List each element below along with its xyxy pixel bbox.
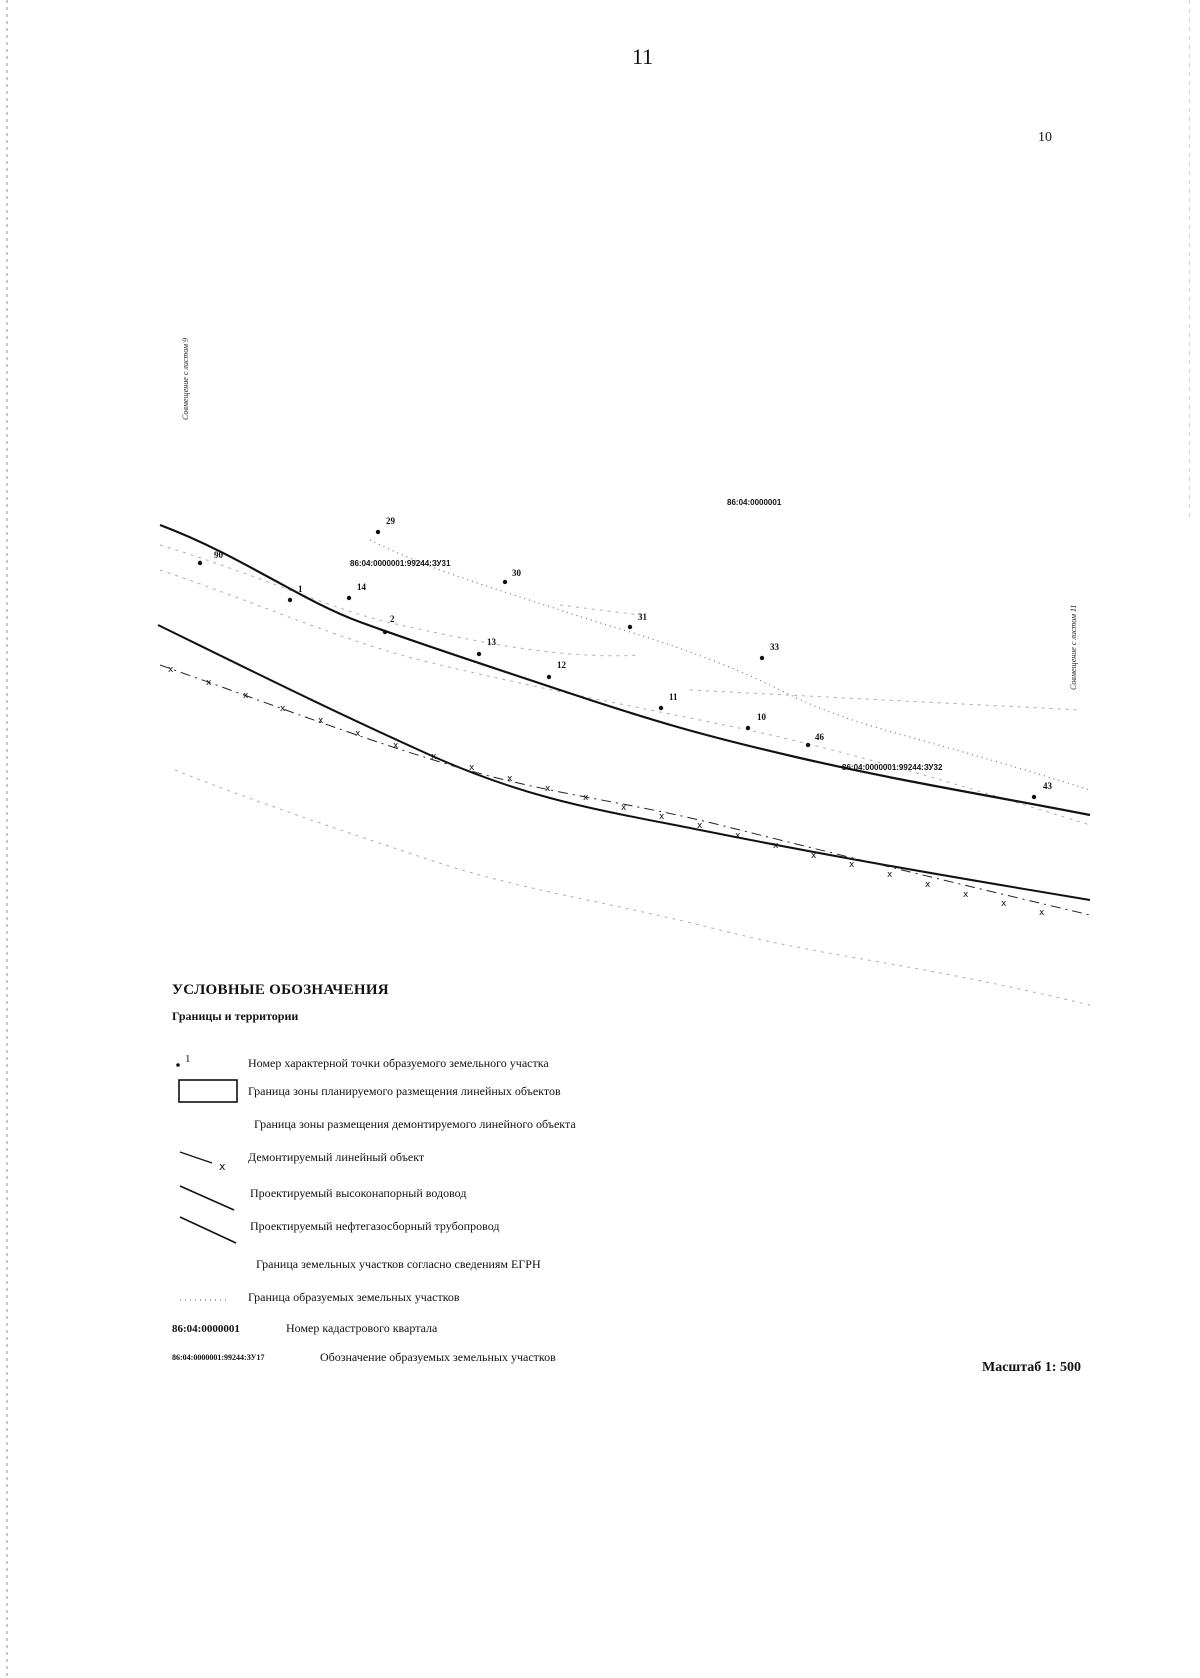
legend-zone-rect-symbol bbox=[179, 1080, 237, 1102]
svg-text:x: x bbox=[469, 763, 475, 773]
egrn-boundaries bbox=[160, 545, 1090, 1005]
point-label: 11 bbox=[669, 692, 678, 702]
svg-text:x: x bbox=[318, 716, 324, 726]
legend-item-dismantled-text: Демонтируемый линейный объект bbox=[248, 1150, 425, 1164]
point-10-marker bbox=[746, 726, 750, 730]
svg-text:x: x bbox=[393, 741, 399, 751]
svg-text:x: x bbox=[1001, 899, 1007, 909]
svg-text:x: x bbox=[659, 812, 665, 822]
legend-water-line-symbol bbox=[180, 1186, 234, 1210]
legend-item-oil-text: Проектируемый нефтегазосборный трубопровод bbox=[250, 1219, 500, 1233]
point-30-marker bbox=[503, 580, 507, 584]
parcel-label-zu32: 86:04:0000001:99244:ЗУ32 bbox=[842, 763, 943, 772]
legend-item-water-text: Проектируемый высоконапорный водовод bbox=[250, 1186, 467, 1200]
legend-title: УСЛОВНЫЕ ОБОЗНАЧЕНИЯ bbox=[172, 982, 389, 998]
legend-item-quarter-text: Номер кадастрового квартала bbox=[286, 1321, 438, 1335]
legend-item-point-text: Номер характерной точки образуемого земельного участка bbox=[248, 1056, 549, 1070]
svg-text:x: x bbox=[431, 752, 437, 762]
point-1-marker bbox=[288, 598, 292, 602]
point-43-marker bbox=[1032, 795, 1036, 799]
svg-text:x: x bbox=[583, 793, 589, 803]
point-13-marker bbox=[477, 652, 481, 656]
point-label: 31 bbox=[638, 612, 647, 622]
point-29-marker bbox=[376, 530, 380, 534]
point-12-marker bbox=[547, 675, 551, 679]
cadastral-quarter-label: 86:04:0000001 bbox=[727, 498, 782, 507]
point-33-marker bbox=[760, 656, 764, 660]
legend-subtitle: Границы и территории bbox=[172, 1009, 299, 1023]
point-2-marker bbox=[383, 630, 387, 634]
svg-text:x: x bbox=[243, 691, 249, 701]
legend-item-zone-text: Граница зоны планируемого размещения линейных объектов bbox=[248, 1084, 561, 1098]
point-label: 12 bbox=[557, 660, 566, 670]
characteristic-points bbox=[198, 530, 1036, 799]
legend-parcel-code: 86:04:0000001:99244:ЗУ17 bbox=[172, 1353, 265, 1362]
legend-item-egrn-text: Граница земельных участков согласно сведениям ЕГРН bbox=[256, 1257, 541, 1271]
svg-text:x: x bbox=[280, 704, 286, 714]
point-11-marker bbox=[659, 706, 663, 710]
dismantled-linear-object bbox=[160, 665, 1090, 915]
legend-item-parcel-code-text: Обозначение образуемых земельных участков bbox=[320, 1350, 556, 1364]
point-label: 1 bbox=[298, 584, 303, 594]
legend-x-symbol: x bbox=[219, 1160, 226, 1173]
svg-text:x: x bbox=[1039, 908, 1045, 918]
svg-text:x: x bbox=[697, 821, 703, 831]
svg-text:x: x bbox=[963, 890, 969, 900]
planned-oil-gas-pipeline bbox=[160, 525, 1090, 815]
svg-text:x: x bbox=[355, 729, 361, 739]
svg-text:x: x bbox=[773, 841, 779, 851]
legend-point-symbol-label: 1 bbox=[185, 1053, 191, 1065]
legend-x-line-symbol bbox=[180, 1152, 212, 1163]
page-number: 11 bbox=[632, 44, 654, 69]
point-label: 46 bbox=[815, 732, 824, 742]
legend-oil-line-symbol bbox=[180, 1217, 236, 1243]
point-31-marker bbox=[628, 625, 632, 629]
svg-text:x: x bbox=[735, 831, 741, 841]
adjacent-sheet-number: 10 bbox=[1038, 130, 1052, 145]
point-90-marker bbox=[198, 561, 202, 565]
svg-text:x: x bbox=[507, 774, 513, 784]
svg-text:x: x bbox=[621, 803, 627, 813]
legend-item-parcel-boundary-text: Граница образуемых земельных участков bbox=[248, 1290, 460, 1304]
svg-text:x: x bbox=[887, 870, 893, 880]
svg-text:x: x bbox=[545, 784, 551, 794]
point-label: 43 bbox=[1043, 781, 1052, 791]
map-scale: Масштаб 1: 500 bbox=[982, 1360, 1081, 1375]
point-label: 10 bbox=[757, 712, 766, 722]
legend-point-symbol bbox=[176, 1063, 180, 1067]
parcel-boundary bbox=[370, 540, 1090, 790]
svg-text:x: x bbox=[925, 880, 931, 890]
point-label: 33 bbox=[770, 642, 779, 652]
svg-text:x: x bbox=[206, 678, 212, 688]
dismantled-x-markers bbox=[168, 665, 1045, 918]
point-label: 90 bbox=[214, 550, 223, 560]
planned-water-pipeline bbox=[158, 625, 1090, 900]
parcel-label-zu31: 86:04:0000001:99244:ЗУ31 bbox=[350, 559, 451, 568]
point-label: 29 bbox=[386, 516, 395, 526]
point-label: 14 bbox=[357, 582, 366, 592]
point-label: 13 bbox=[487, 637, 496, 647]
point-label: 30 bbox=[512, 568, 521, 578]
legend-symbols bbox=[176, 1053, 237, 1300]
match-line-right-label: Совмещение с листом 11 bbox=[1069, 604, 1078, 690]
match-line-left-label: Совмещение с листом 9 bbox=[181, 338, 190, 420]
svg-text:x: x bbox=[168, 665, 174, 675]
point-46-marker bbox=[806, 743, 810, 747]
point-label: 2 bbox=[390, 614, 395, 624]
svg-text:x: x bbox=[849, 860, 855, 870]
legend-item-dismantle-zone-text: Граница зоны размещения демонтируемого линейного объекта bbox=[254, 1117, 576, 1131]
point-14-marker bbox=[347, 596, 351, 600]
svg-text:x: x bbox=[811, 851, 817, 861]
legend-quarter-code: 86:04:0000001 bbox=[172, 1323, 240, 1335]
